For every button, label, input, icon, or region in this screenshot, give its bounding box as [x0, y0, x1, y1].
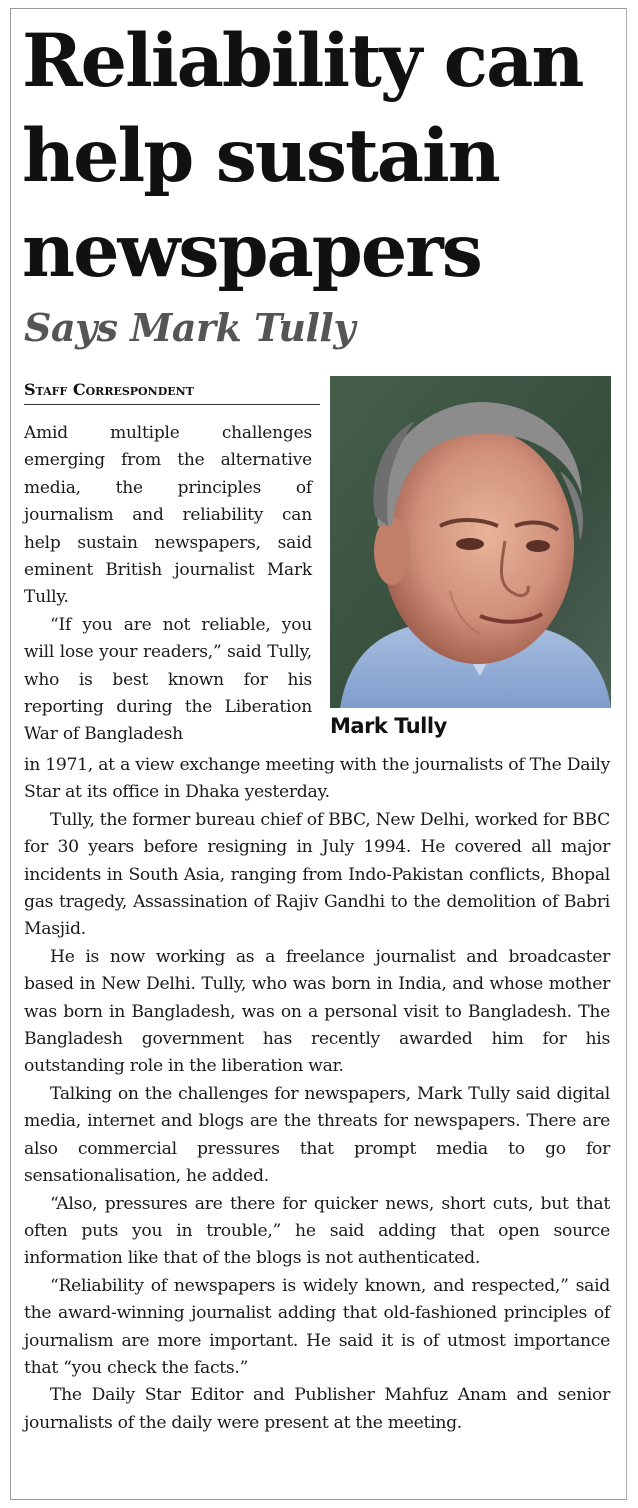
frame-left-rule [10, 8, 11, 1500]
photo-caption: Mark Tully [330, 714, 447, 738]
intro-paragraph: Amid multiple challenges emerging from the alternative media, the principles of journalism and reliability can help sustain newspapers, said eminent British journalist Mark Tully. [24, 423, 312, 608]
frame-bottom-rule [10, 1499, 627, 1500]
byline: Staff Correspondent [24, 380, 194, 399]
headline: Reliability can help sustain newspapers [22, 18, 583, 294]
byline-rule [24, 404, 320, 405]
body-paragraph: Talking on the challenges for newspapers, Mark Tully said digital media, internet and blogs are the threats for newspapers. There are also commercial pressures that prompt media to go for sensationalisation, he added. [24, 1083, 610, 1187]
body-paragraph: “Also, pressures are there for quicker news, short cuts, but that often puts you in trouble,” he said adding that open source information like that of the blogs is not authenticated. [24, 1193, 610, 1269]
intro-column [24, 420, 312, 749]
frame-top-rule [10, 8, 627, 9]
body-paragraph: “Reliability of newspapers is widely known, and respected,” said the award-winning journalist adding that old-fashioned principles of journalism are more important. He said it is of utmost importance that “you check the facts.” [24, 1275, 610, 1378]
body-paragraph: Tully, the former bureau chief of BBC, New Delhi, worked for BBC for 30 years before resigning in July 1994. He covered all major incidents in South Asia, ranging from Indo-Pakistan conflicts, Bhopal gas tragedy, Assassination of Rajiv Gandhi to the demolition of Babri Masjid. [24, 809, 610, 940]
body-column [24, 752, 610, 1437]
body-paragraph: The Daily Star Editor and Publisher Mahfuz Anam and senior journalists of the daily were present at the meeting. [24, 1385, 610, 1433]
frame-right-rule [626, 8, 627, 1500]
portrait-photo [330, 376, 611, 708]
subheadline: Says Mark Tully [24, 305, 355, 350]
continuation-paragraph: in 1971, at a view exchange meeting with the journalists of The Daily Star at its office in Dhaka yesterday. [24, 755, 610, 803]
body-paragraph: He is now working as a freelance journalist and broadcaster based in New Delhi. Tully, who was born in India, and whose mother was born in Bangladesh, was on a personal visit to Bangladesh. The Bangladesh government has recently awarded him for his outstanding role in the liberation war. [24, 946, 610, 1077]
intro-paragraph: “If you are not reliable, you will lose your readers,” said Tully, who is best known for his reporting during the Liberation War of Bangladesh [24, 614, 312, 745]
